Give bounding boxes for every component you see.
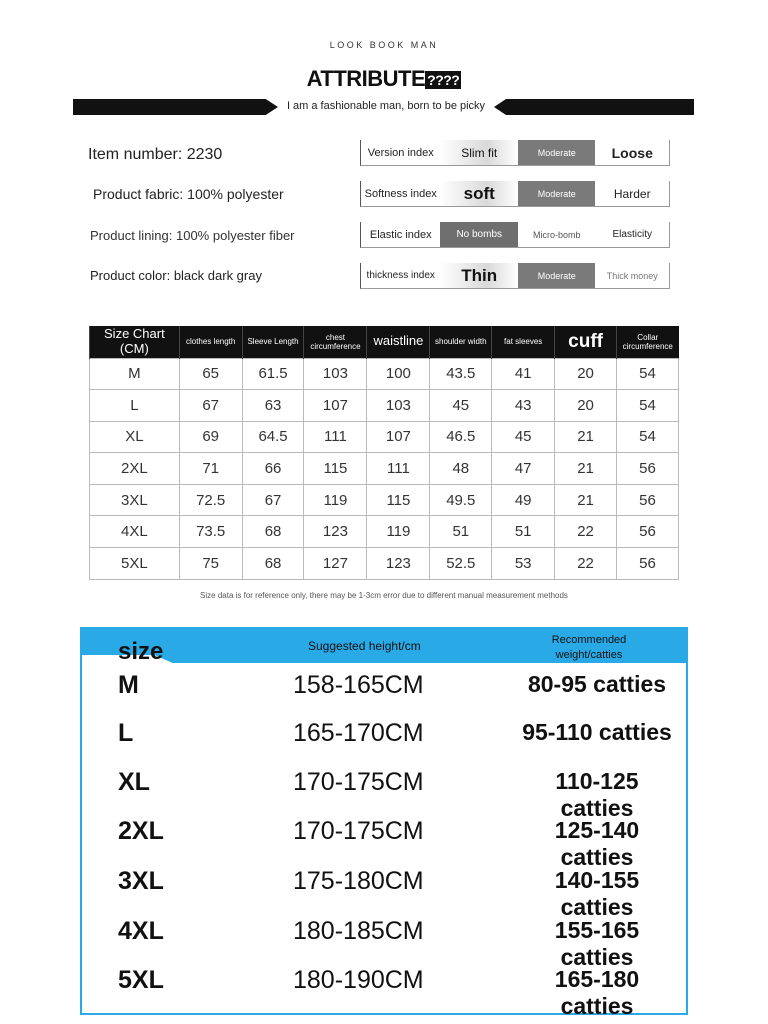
- recommendation-row: [82, 917, 686, 970]
- header-fat-sleeves: fat sleeves: [492, 326, 555, 358]
- index-option-mid: Moderate: [518, 181, 596, 206]
- title-garbled-text: ????: [427, 72, 460, 89]
- title-text: ATTRIBUTE: [306, 66, 426, 91]
- recommendation-row: [82, 768, 686, 821]
- index-name: Softness index: [364, 187, 437, 200]
- measurement-cell: 52.5: [430, 548, 492, 580]
- size-cell: XL: [90, 421, 180, 453]
- index-option-low: soft: [440, 181, 518, 206]
- index-option-mid: Moderate: [518, 263, 596, 288]
- measurement-cell: 115: [304, 453, 367, 485]
- table-row: [90, 516, 679, 548]
- measurement-cell: 123: [367, 548, 430, 580]
- product-color: Product color: black dark gray: [90, 268, 262, 283]
- measurement-cell: 51: [430, 516, 492, 548]
- rec-size-label: 3XL: [118, 867, 164, 895]
- table-row: [90, 548, 679, 580]
- size-cell: 3XL: [90, 484, 180, 516]
- measurement-cell: 41: [492, 358, 555, 390]
- measurement-cell: 20: [555, 358, 617, 390]
- size-cell: 4XL: [90, 516, 180, 548]
- banner-left-bar: [73, 99, 278, 115]
- size-cell: 2XL: [90, 453, 180, 485]
- header-shoulder-width: shoulder width: [430, 326, 492, 358]
- measurement-cell: 63: [242, 390, 304, 422]
- measurement-cell: 43.5: [430, 358, 492, 390]
- measurement-cell: 21: [555, 421, 617, 453]
- thickness-index-row: [360, 263, 670, 289]
- rec-weight-value: 125-140 catties: [554, 817, 640, 870]
- rec-weight-value: 165-180 catties: [554, 966, 640, 1019]
- index-option-low: Thin: [440, 263, 518, 288]
- rec-weight-value: 95-110 catties: [522, 719, 672, 745]
- rec-weight-value: 110-125 catties: [555, 768, 639, 821]
- header-size-chart: Size Chart (CM): [90, 326, 180, 358]
- rec-size-label: 5XL: [118, 966, 164, 994]
- recommendation-row: [82, 817, 686, 870]
- measurement-cell: 111: [304, 421, 367, 453]
- rec-size-label: 2XL: [118, 817, 164, 845]
- index-option-high: Thick money: [606, 270, 658, 281]
- measurement-cell: 54: [617, 390, 679, 422]
- measurement-cell: 21: [555, 484, 617, 516]
- product-lining: Product lining: 100% polyester fiber: [90, 228, 295, 243]
- rec-weight-value: 140-155 catties: [554, 867, 640, 920]
- measurement-cell: 69: [179, 421, 242, 453]
- measurement-cell: 67: [179, 390, 242, 422]
- measurement-cell: 71: [179, 453, 242, 485]
- index-option-low: Slim fit: [440, 140, 518, 165]
- index-name: Elastic index: [369, 228, 432, 241]
- measurement-cell: 45: [430, 390, 492, 422]
- rec-size-label: L: [118, 719, 134, 747]
- rec-size-label: XL: [118, 768, 150, 796]
- measurement-cell: 45: [492, 421, 555, 453]
- measurement-cell: 72.5: [179, 484, 242, 516]
- rec-height-value: 180-190CM: [293, 966, 424, 994]
- header-collar-circumference: Collar circumference: [617, 326, 679, 358]
- measurement-cell: 56: [617, 516, 679, 548]
- tagline: I am a fashionable man, born to be picky: [286, 100, 486, 112]
- index-option-high: Elasticity: [612, 229, 652, 240]
- measurement-cell: 67: [242, 484, 304, 516]
- recommendation-row: [82, 966, 686, 1019]
- measurement-cell: 103: [367, 390, 430, 422]
- size-chart-header-row: [90, 326, 679, 358]
- measurement-cell: 103: [304, 358, 367, 390]
- measurement-cell: 49.5: [430, 484, 492, 516]
- measurement-cell: 53: [492, 548, 555, 580]
- recommendation-row: [82, 671, 686, 721]
- table-row: [90, 358, 679, 390]
- measurement-cell: 46.5: [430, 421, 492, 453]
- rec-height-value: 165-170CM: [293, 719, 424, 747]
- rec-size-label: 4XL: [118, 917, 164, 945]
- rec-height-value: 170-175CM: [293, 768, 424, 796]
- banner-right-bar: [494, 99, 694, 115]
- index-option-mid: Micro-bomb: [518, 222, 596, 247]
- measurement-cell: 20: [555, 390, 617, 422]
- header-recommended-weight: [524, 633, 654, 663]
- rec-weight-value: 155-165 catties: [554, 917, 640, 970]
- header-suggested-height: Suggested height/cm: [308, 639, 421, 653]
- measurement-cell: 56: [617, 548, 679, 580]
- rec-height-value: 180-185CM: [293, 917, 424, 945]
- recommendation-panel: [80, 627, 688, 1019]
- measurement-cell: 65: [179, 358, 242, 390]
- brand-name: LOOK BOOK MAN: [329, 40, 439, 50]
- header-sleeve-length: Sleeve Length: [242, 326, 304, 358]
- header-waistline: waistline: [367, 326, 430, 358]
- measurement-cell: 119: [367, 516, 430, 548]
- index-option-high: Loose: [611, 144, 653, 161]
- measurement-cell: 107: [304, 390, 367, 422]
- index-option-low: No bombs: [440, 222, 518, 247]
- measurement-cell: 22: [555, 516, 617, 548]
- measurement-cell: 75: [179, 548, 242, 580]
- measurement-cell: 68: [242, 516, 304, 548]
- measurement-cell: 119: [304, 484, 367, 516]
- measurement-cell: 64.5: [242, 421, 304, 453]
- measurement-cell: 22: [555, 548, 617, 580]
- rec-height-value: 158-165CM: [293, 671, 424, 699]
- measurement-cell: 73.5: [179, 516, 242, 548]
- rec-weight-value: 80-95 catties: [527, 671, 667, 697]
- measurement-cell: 111: [367, 453, 430, 485]
- measurement-cell: 107: [367, 421, 430, 453]
- measurement-cell: 68: [242, 548, 304, 580]
- header-cuff: cuff: [555, 326, 617, 358]
- recommendation-row: [82, 719, 686, 769]
- size-cell: M: [90, 358, 180, 390]
- measurement-cell: 66: [242, 453, 304, 485]
- index-option-high: Harder: [613, 186, 651, 201]
- header-weight-line2: weight/catties: [555, 649, 623, 661]
- product-fabric: Product fabric: 100% polyester: [93, 186, 284, 202]
- page-title: [0, 66, 768, 92]
- measurement-note: Size data is for reference only, there may be 1-3cm error due to different manual measurement methods: [200, 591, 568, 600]
- measurement-cell: 115: [367, 484, 430, 516]
- item-number: Item number: 2230: [88, 146, 223, 163]
- measurement-cell: 48: [430, 453, 492, 485]
- elastic-index-row: [360, 222, 670, 248]
- header-clothes-length: clothes length: [179, 326, 242, 358]
- size-chart-table: [89, 326, 679, 580]
- measurement-cell: 54: [617, 358, 679, 390]
- index-name: Version index: [367, 146, 434, 159]
- measurement-cell: 61.5: [242, 358, 304, 390]
- rec-height-value: 175-180CM: [293, 867, 424, 895]
- index-name: thickness index: [366, 270, 435, 281]
- measurement-cell: 123: [304, 516, 367, 548]
- rec-height-value: 170-175CM: [293, 817, 424, 845]
- table-row: [90, 484, 679, 516]
- header-weight-line1: Recommended: [551, 634, 627, 646]
- header-size: size: [118, 638, 164, 665]
- measurement-cell: 56: [617, 453, 679, 485]
- measurement-cell: 43: [492, 390, 555, 422]
- measurement-cell: 56: [617, 484, 679, 516]
- table-row: [90, 421, 679, 453]
- rec-size-label: M: [118, 671, 139, 699]
- table-row: [90, 390, 679, 422]
- measurement-cell: 47: [492, 453, 555, 485]
- index-option-mid: Moderate: [518, 140, 596, 165]
- recommendation-row: [82, 867, 686, 920]
- softness-index-row: [360, 181, 670, 207]
- table-row: [90, 453, 679, 485]
- measurement-cell: 21: [555, 453, 617, 485]
- size-cell: L: [90, 390, 180, 422]
- measurement-cell: 49: [492, 484, 555, 516]
- measurement-cell: 54: [617, 421, 679, 453]
- measurement-cell: 51: [492, 516, 555, 548]
- header-chest-circumference: chest circumference: [304, 326, 367, 358]
- version-index-row: [360, 140, 670, 166]
- size-cell: 5XL: [90, 548, 180, 580]
- measurement-cell: 100: [367, 358, 430, 390]
- measurement-cell: 127: [304, 548, 367, 580]
